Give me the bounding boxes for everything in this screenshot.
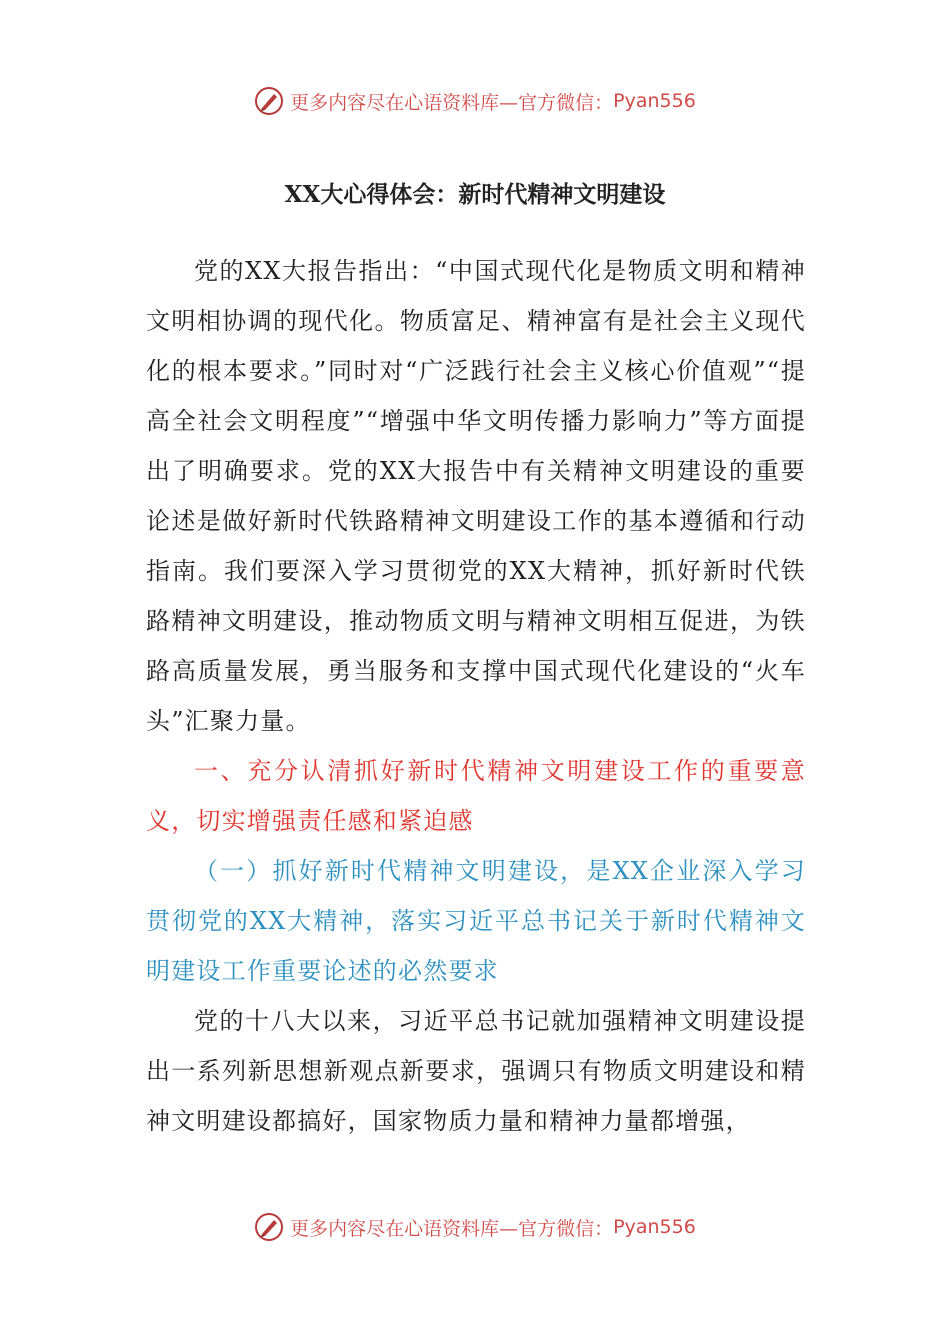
paragraph-body: 党的十八大以来，习近平总书记就加强精神文明建设提出一系列新思想新观点新要求，强调只有物质文明建设和精神文明建设都搞好，国家物质力量和精神力量都增强， <box>146 1007 806 1135</box>
header-banner <box>0 86 950 116</box>
banner-text: 更多内容尽在心语资料库—官方微信： <box>290 91 614 114</box>
banner-text: 更多内容尽在心语资料库—官方微信： <box>290 1217 614 1240</box>
pen-logo-icon <box>254 1212 284 1242</box>
page-title: XX大心得体会：新时代精神文明建设 <box>284 181 666 208</box>
pen-logo-icon <box>254 86 284 116</box>
document-body <box>146 246 806 1146</box>
banner-handle: Pyan556 <box>613 1216 696 1238</box>
section-heading-1: 一、充分认清抓好新时代精神文明建设工作的重要意义，切实增强责任感和紧迫感 <box>146 757 806 835</box>
footer-banner <box>0 1212 950 1242</box>
paragraph-intro: 党的XX大报告指出：“中国式现代化是物质文明和精神文明相协调的现代化。物质富足、精神富有是社会主义现代化的根本要求。”同时对“广泛践行社会主义核心价值观”“提高全社会文明程度”“增强中华文明传播力影响力”等方面提出了明确要求。党的XX大报告中有关精神文明建设的重要论述是做好新时代铁路精神文明建设工作的基本遵循和行动指南。我们要深入学习贯彻党的XX大精神，抓好新时代铁路精神文明建设，推动物质文明与精神文明相互促进，为铁路高质量发展，勇当服务和支撑中国式现代化建设的“火车头”汇聚力量。 <box>146 257 806 735</box>
subsection-heading-1: （一）抓好新时代精神文明建设，是XX企业深入学习贯彻党的XX大精神，落实习近平总书记关于新时代精神文明建设工作重要论述的必然要求 <box>146 857 806 985</box>
banner-handle: Pyan556 <box>613 90 696 112</box>
